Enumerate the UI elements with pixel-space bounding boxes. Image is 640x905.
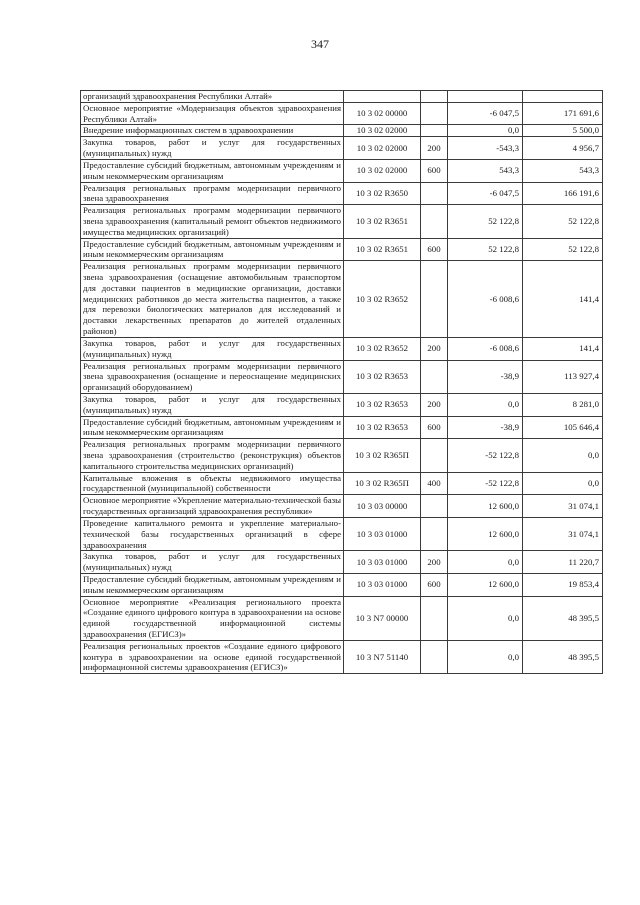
row-code-cell bbox=[344, 91, 421, 103]
row-change-amount-cell: 12 600,0 bbox=[448, 517, 523, 550]
row-total-amount-cell: 171 691,6 bbox=[523, 102, 603, 125]
table-row bbox=[81, 416, 603, 439]
row-total-amount-cell bbox=[523, 91, 603, 103]
row-code-cell: 10 3 02 R3652 bbox=[344, 261, 421, 338]
table-row bbox=[81, 393, 603, 416]
row-code-cell: 10 3 02 R3650 bbox=[344, 182, 421, 205]
row-name-cell: Предоставление субсидий бюджетным, автономным учреждениям и иным некоммерческим организациям bbox=[81, 238, 344, 261]
row-code-cell: 10 3 N7 00000 bbox=[344, 596, 421, 640]
row-name-cell: Закупка товаров, работ и услуг для государственных (муниципальных) нужд bbox=[81, 337, 344, 360]
row-change-amount-cell: -52 122,8 bbox=[448, 472, 523, 495]
row-change-amount-cell: 12 600,0 bbox=[448, 573, 523, 596]
row-code-cell: 10 3 02 R3653 bbox=[344, 393, 421, 416]
row-change-amount-cell: -38,9 bbox=[448, 416, 523, 439]
row-total-amount-cell: 52 122,8 bbox=[523, 238, 603, 261]
row-expense-type-cell bbox=[421, 182, 448, 205]
row-expense-type-cell bbox=[421, 91, 448, 103]
table-row bbox=[81, 137, 603, 160]
row-expense-type-cell: 200 bbox=[421, 137, 448, 160]
row-expense-type-cell: 600 bbox=[421, 238, 448, 261]
row-total-amount-cell: 4 956,7 bbox=[523, 137, 603, 160]
row-change-amount-cell bbox=[448, 91, 523, 103]
row-change-amount-cell: -543,3 bbox=[448, 137, 523, 160]
row-change-amount-cell: 52 122,8 bbox=[448, 205, 523, 238]
row-name-cell: Капитальные вложения в объекты недвижимого имущества государственной (муниципальной) собственности bbox=[81, 472, 344, 495]
row-change-amount-cell: 12 600,0 bbox=[448, 495, 523, 518]
row-name-cell: Проведение капитального ремонта и укрепление материально-технической базы государственных организаций в сфере здравоохранения bbox=[81, 517, 344, 550]
row-change-amount-cell: 0,0 bbox=[448, 551, 523, 574]
row-expense-type-cell: 600 bbox=[421, 416, 448, 439]
table-row bbox=[81, 551, 603, 574]
row-name-cell: Реализация региональных программ модернизации первичного звена здравоохранения (оснащение и переоснащение медицинских организаций оборудованием) bbox=[81, 360, 344, 393]
budget-table-body bbox=[81, 91, 603, 674]
row-total-amount-cell: 11 220,7 bbox=[523, 551, 603, 574]
row-change-amount-cell: -38,9 bbox=[448, 360, 523, 393]
row-expense-type-cell bbox=[421, 517, 448, 550]
budget-table bbox=[80, 90, 603, 674]
row-change-amount-cell: -6 008,6 bbox=[448, 261, 523, 338]
row-total-amount-cell: 5 500,0 bbox=[523, 125, 603, 137]
row-change-amount-cell: -6 008,6 bbox=[448, 337, 523, 360]
row-expense-type-cell: 600 bbox=[421, 159, 448, 182]
row-change-amount-cell: 543,3 bbox=[448, 159, 523, 182]
row-change-amount-cell: -6 047,5 bbox=[448, 102, 523, 125]
row-code-cell: 10 3 02 02000 bbox=[344, 159, 421, 182]
row-change-amount-cell: -52 122,8 bbox=[448, 439, 523, 472]
row-code-cell: 10 3 03 00000 bbox=[344, 495, 421, 518]
row-change-amount-cell: 0,0 bbox=[448, 393, 523, 416]
row-total-amount-cell: 0,0 bbox=[523, 439, 603, 472]
row-total-amount-cell: 19 853,4 bbox=[523, 573, 603, 596]
row-expense-type-cell bbox=[421, 205, 448, 238]
row-code-cell: 10 3 02 R3653 bbox=[344, 416, 421, 439]
row-total-amount-cell: 543,3 bbox=[523, 159, 603, 182]
row-expense-type-cell: 200 bbox=[421, 337, 448, 360]
row-code-cell: 10 3 02 R3651 bbox=[344, 238, 421, 261]
row-expense-type-cell: 600 bbox=[421, 573, 448, 596]
row-total-amount-cell: 48 395,5 bbox=[523, 640, 603, 673]
row-code-cell: 10 3 N7 51140 bbox=[344, 640, 421, 673]
row-total-amount-cell: 105 646,4 bbox=[523, 416, 603, 439]
row-name-cell: Внедрение информационных систем в здравоохранении bbox=[81, 125, 344, 137]
row-code-cell: 10 3 02 02000 bbox=[344, 125, 421, 137]
row-change-amount-cell: 0,0 bbox=[448, 125, 523, 137]
table-row bbox=[81, 439, 603, 472]
row-expense-type-cell: 200 bbox=[421, 551, 448, 574]
table-row bbox=[81, 102, 603, 125]
row-code-cell: 10 3 02 R365П bbox=[344, 472, 421, 495]
row-code-cell: 10 3 02 02000 bbox=[344, 137, 421, 160]
table-row bbox=[81, 495, 603, 518]
row-expense-type-cell bbox=[421, 495, 448, 518]
row-name-cell: организаций здравоохранения Республики Алтай» bbox=[81, 91, 344, 103]
row-code-cell: 10 3 02 00000 bbox=[344, 102, 421, 125]
row-code-cell: 10 3 03 01000 bbox=[344, 573, 421, 596]
row-name-cell: Основное мероприятие «Укрепление материально-технической базы государственных организаций здравоохранения республики» bbox=[81, 495, 344, 518]
table-row bbox=[81, 472, 603, 495]
row-change-amount-cell: 0,0 bbox=[448, 596, 523, 640]
table-row bbox=[81, 517, 603, 550]
row-total-amount-cell: 8 281,0 bbox=[523, 393, 603, 416]
row-name-cell: Реализация региональных программ модернизации первичного звена здравоохранения bbox=[81, 182, 344, 205]
row-name-cell: Основное мероприятие «Модернизация объектов здравоохранения Республики Алтай» bbox=[81, 102, 344, 125]
row-name-cell: Предоставление субсидий бюджетным, автономным учреждениям и иным некоммерческим организациям bbox=[81, 416, 344, 439]
row-code-cell: 10 3 03 01000 bbox=[344, 517, 421, 550]
row-change-amount-cell: 52 122,8 bbox=[448, 238, 523, 261]
row-expense-type-cell bbox=[421, 640, 448, 673]
row-total-amount-cell: 48 395,5 bbox=[523, 596, 603, 640]
table-row bbox=[81, 596, 603, 640]
row-total-amount-cell: 31 074,1 bbox=[523, 495, 603, 518]
table-row bbox=[81, 640, 603, 673]
table-row bbox=[81, 337, 603, 360]
row-code-cell: 10 3 02 R3651 bbox=[344, 205, 421, 238]
row-name-cell: Предоставление субсидий бюджетным, автономным учреждениям и иным некоммерческим организациям bbox=[81, 573, 344, 596]
row-expense-type-cell bbox=[421, 439, 448, 472]
row-total-amount-cell: 0,0 bbox=[523, 472, 603, 495]
row-total-amount-cell: 113 927,4 bbox=[523, 360, 603, 393]
row-name-cell: Закупка товаров, работ и услуг для государственных (муниципальных) нужд bbox=[81, 551, 344, 574]
row-name-cell: Реализация региональных проектов «Создание единого цифрового контура в здравоохранении на основе единой государственной информационной системы здравоохранения (ЕГИСЗ)» bbox=[81, 640, 344, 673]
row-code-cell: 10 3 02 R365П bbox=[344, 439, 421, 472]
row-name-cell: Основное мероприятие «Реализация регионального проекта «Создание единого цифрового контура в здравоохранении на основе единой государственной информационной системы здравоохранения (ЕГИСЗ)» bbox=[81, 596, 344, 640]
row-change-amount-cell: 0,0 bbox=[448, 640, 523, 673]
row-name-cell: Реализация региональных программ модернизации первичного звена здравоохранения (капитальный ремонт объектов недвижимого имущества медицинских организаций) bbox=[81, 205, 344, 238]
table-row bbox=[81, 573, 603, 596]
row-total-amount-cell: 52 122,8 bbox=[523, 205, 603, 238]
row-name-cell: Реализация региональных программ модернизации первичного звена здравоохранения (оснащение автомобильным транспортом для доставки пациентов в медицинские организации, доставки медицинских работников до места жительства пациентов, а также для перевозки биологических материалов для исследований и доставки лекарственных препаратов до жителей отдаленных районов) bbox=[81, 261, 344, 338]
table-row bbox=[81, 261, 603, 338]
row-expense-type-cell bbox=[421, 261, 448, 338]
table-row bbox=[81, 238, 603, 261]
table-row bbox=[81, 182, 603, 205]
row-total-amount-cell: 166 191,6 bbox=[523, 182, 603, 205]
row-code-cell: 10 3 02 R3652 bbox=[344, 337, 421, 360]
row-code-cell: 10 3 02 R3653 bbox=[344, 360, 421, 393]
row-expense-type-cell: 200 bbox=[421, 393, 448, 416]
row-expense-type-cell bbox=[421, 125, 448, 137]
page-number: 347 bbox=[311, 37, 329, 51]
table-row bbox=[81, 91, 603, 103]
row-code-cell: 10 3 03 01000 bbox=[344, 551, 421, 574]
row-total-amount-cell: 141,4 bbox=[523, 261, 603, 338]
table-row bbox=[81, 159, 603, 182]
row-name-cell: Предоставление субсидий бюджетным, автономным учреждениям и иным некоммерческим организациям bbox=[81, 159, 344, 182]
row-total-amount-cell: 31 074,1 bbox=[523, 517, 603, 550]
table-row bbox=[81, 205, 603, 238]
table-row bbox=[81, 125, 603, 137]
row-name-cell: Реализация региональных программ модернизации первичного звена здравоохранения (строительство (реконструкция) объектов капитального строительства медицинских организаций) bbox=[81, 439, 344, 472]
row-name-cell: Закупка товаров, работ и услуг для государственных (муниципальных) нужд bbox=[81, 137, 344, 160]
row-expense-type-cell bbox=[421, 102, 448, 125]
row-expense-type-cell bbox=[421, 596, 448, 640]
row-total-amount-cell: 141,4 bbox=[523, 337, 603, 360]
row-expense-type-cell bbox=[421, 360, 448, 393]
row-expense-type-cell: 400 bbox=[421, 472, 448, 495]
table-row bbox=[81, 360, 603, 393]
row-change-amount-cell: -6 047,5 bbox=[448, 182, 523, 205]
row-name-cell: Закупка товаров, работ и услуг для государственных (муниципальных) нужд bbox=[81, 393, 344, 416]
